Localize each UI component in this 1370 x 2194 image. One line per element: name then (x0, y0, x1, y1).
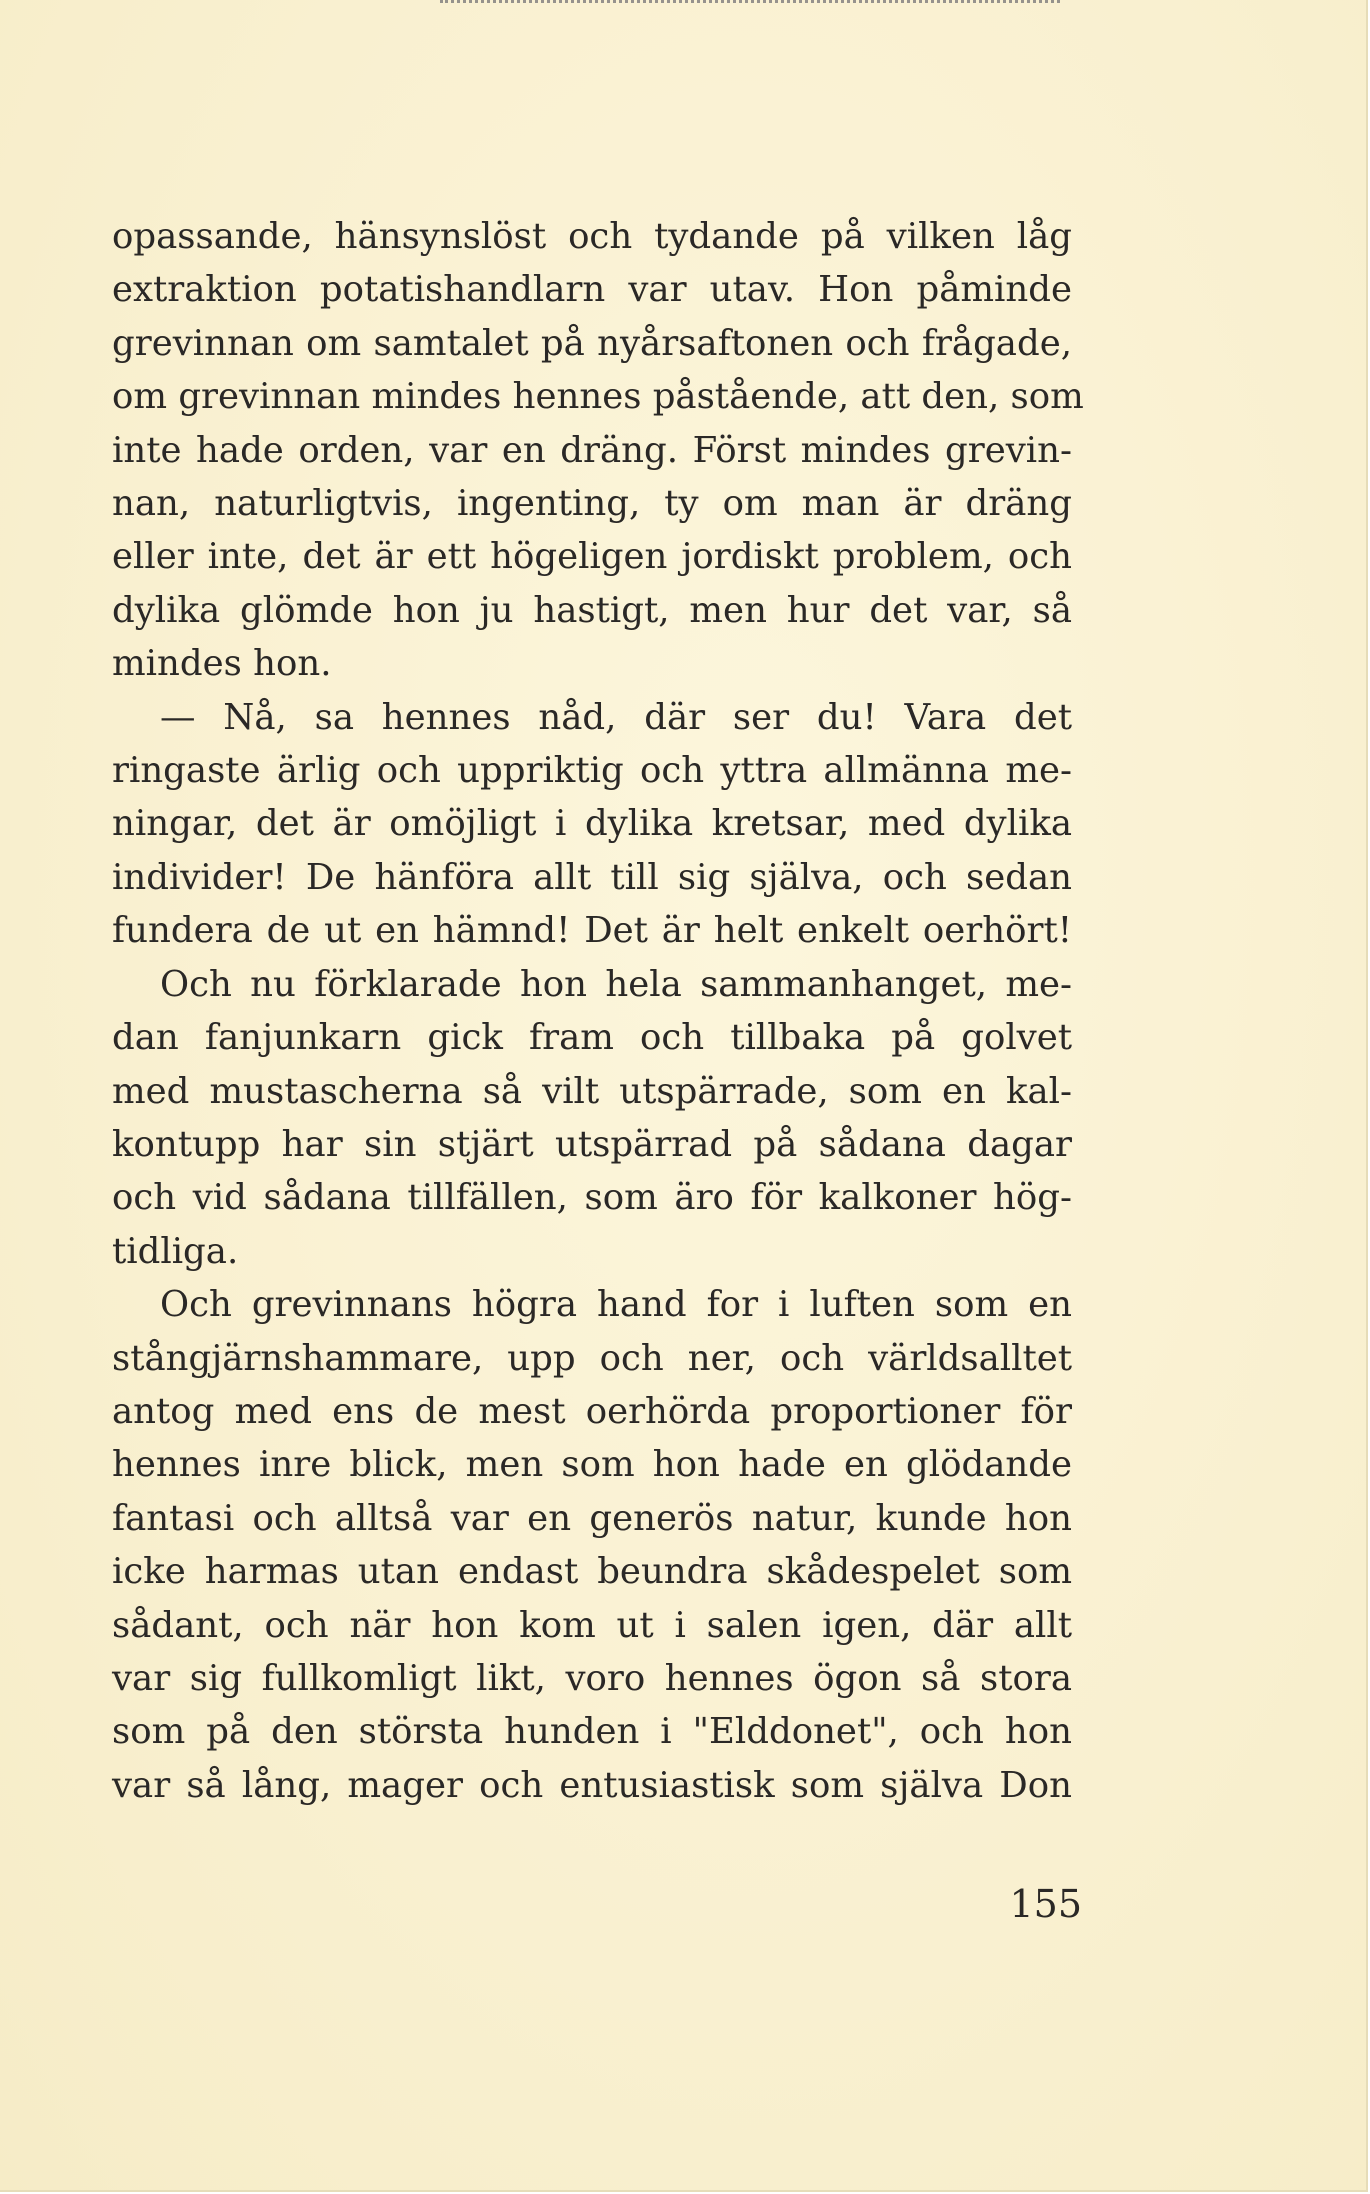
text-line: — Nå, sa hennes nåd, där ser du! Vara det (160, 696, 1072, 738)
text-line: var sig fullkomligt likt, voro hennes ögon så stora (112, 1657, 1072, 1699)
page-number: 155 (1009, 1882, 1082, 1926)
text-line: var så lång, mager och entusiastisk som själva Don (112, 1764, 1072, 1806)
body-text (112, 210, 1084, 1812)
text-line: dan fanjunkarn gick fram och tillbaka på golvet (112, 1017, 1072, 1059)
text-line: extraktion potatishandlarn var utav. Hon påminde (112, 269, 1072, 311)
text-line: inte hade orden, var en dräng. Först mindes grevin- (112, 429, 1072, 471)
scan-edge-mark (440, 0, 1060, 13)
text-line: som på den största hunden i "Elddonet", och hon (112, 1711, 1072, 1753)
text-line: Och grevinnans högra hand for i luften som en (160, 1284, 1072, 1326)
text-line: icke harmas utan endast beundra skådespelet som (112, 1551, 1072, 1593)
text-line: sådant, och när hon kom ut i salen igen, där allt (112, 1604, 1072, 1646)
text-line: stångjärnshammare, upp och ner, och världsalltet (112, 1337, 1072, 1379)
text-line: eller inte, det är ett högeligen jordiskt problem, och (112, 536, 1072, 578)
text-line: ningar, det är omöjligt i dylika kretsar, med dylika (112, 803, 1072, 845)
text-line: Och nu förklarade hon hela sammanhanget, me- (160, 963, 1072, 1005)
text-line: ringaste ärlig och uppriktig och yttra allmänna me- (112, 750, 1072, 792)
text-line: och vid sådana tillfällen, som äro för kalkoner hög- (112, 1177, 1072, 1219)
text-line: tidliga. (112, 1230, 239, 1272)
text-line: fundera de ut en hämnd! Det är helt enkelt oerhört! (112, 910, 1072, 952)
text-line: mindes hon. (112, 643, 332, 685)
text-line: antog med ens de mest oerhörda proportioner för (112, 1390, 1072, 1432)
text-line: grevinnan om samtalet på nyårsaftonen och frågade, (112, 322, 1072, 364)
text-line: om grevinnan mindes hennes påstående, att den, som (112, 376, 1084, 418)
text-line: kontupp har sin stjärt utspärrad på sådana dagar (112, 1123, 1072, 1165)
text-line: hennes inre blick, men som hon hade en glödande (112, 1444, 1072, 1486)
text-line: dylika glömde hon ju hastigt, men hur det var, så (112, 589, 1072, 631)
text-line: fantasi och alltså var en generös natur, kunde hon (112, 1497, 1072, 1539)
text-line: opassande, hänsynslöst och tydande på vilken låg (112, 216, 1072, 257)
text-line: nan, naturligtvis, ingenting, ty om man är dräng (112, 483, 1072, 525)
text-line: med mustascherna så vilt utspärrade, som en kal- (112, 1070, 1072, 1112)
text-line: individer! De hänföra allt till sig själva, och sedan (112, 856, 1072, 898)
